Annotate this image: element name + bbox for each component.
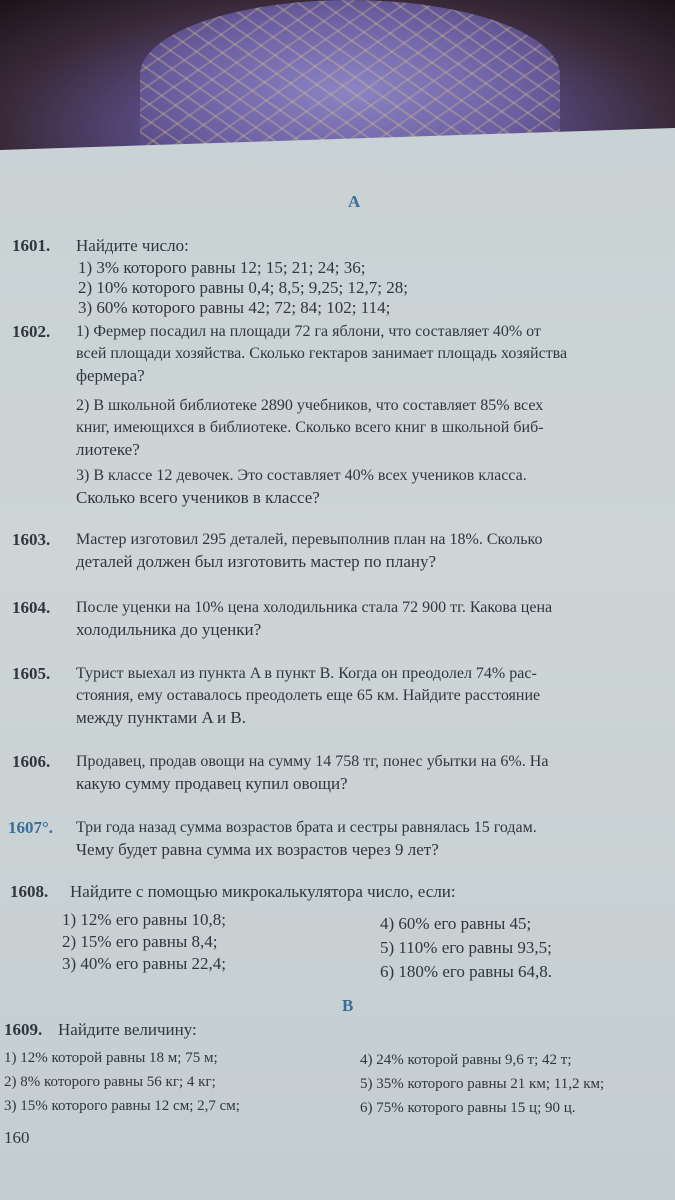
problem-1602-line: 3) В классе 12 девочек. Это составляет 40% всех учеников класса.	[76, 467, 527, 484]
problem-1609-number: 1609.	[4, 1020, 43, 1039]
problem-1607-line: Чему будет равна сумма их возрастов через 9 лет?	[76, 840, 439, 859]
problem-1601-title: Найдите число:	[76, 236, 189, 255]
section-b-heading: В	[342, 996, 354, 1015]
problem-1609-title: Найдите величину:	[58, 1020, 197, 1039]
problem-1605-number: 1605.	[12, 664, 51, 683]
problem-1608-item: 3) 40% его равны 22,4;	[62, 954, 226, 973]
problem-1609-item: 5) 35% которого равны 21 км; 11,2 км;	[360, 1076, 605, 1092]
problem-1609-item: 2) 8% которого равны 56 кг; 4 кг;	[4, 1074, 216, 1090]
problem-1608-item: 6) 180% его равны 64,8.	[380, 962, 553, 981]
problem-1605-line: между пунктами A и B.	[76, 708, 246, 727]
section-a-heading: А	[348, 192, 361, 211]
problem-1602-line: всей площади хозяйства. Сколько гектаров занимает площадь хозяйства	[76, 345, 568, 362]
problem-1608-number: 1608.	[10, 882, 49, 901]
problem-1608-item: 1) 12% его равны 10,8;	[62, 910, 226, 929]
problem-1606-number: 1606.	[12, 752, 51, 771]
problem-1603-number: 1603.	[12, 530, 51, 549]
problem-1609-item: 1) 12% которой равны 18 м; 75 м;	[4, 1050, 218, 1066]
problem-1602-line: 1) Фермер посадил на площади 72 га яблони, что составляет 40% от	[76, 323, 541, 340]
problem-1608-item: 4) 60% его равны 45;	[380, 914, 532, 933]
problem-1606-line: Продавец, продав овощи на сумму 14 758 тг, понес убытки на 6%. На	[76, 753, 549, 770]
problem-1609-item: 6) 75% которого равны 15 ц; 90 ц.	[360, 1100, 576, 1116]
page-number: 160	[4, 1128, 30, 1147]
problem-1602-number: 1602.	[12, 322, 51, 341]
problem-1607-line: Три года назад сумма возрастов брата и сестры равнялась 15 годам.	[76, 819, 537, 836]
problem-1602-line: фермера?	[76, 366, 145, 385]
problem-1601-item: 3) 60% которого равны 42; 72; 84; 102; 114;	[78, 298, 391, 317]
problem-1609-item: 3) 15% которого равны 12 см; 2,7 см;	[4, 1098, 240, 1114]
problem-1601-item: 1) 3% которого равны 12; 15; 21; 24; 36;	[78, 258, 366, 277]
problem-1602-line: 2) В школьной библиотеке 2890 учебников, что составляет 85% всех	[76, 397, 544, 414]
problem-1608-title: Найдите с помощью микрокалькулятора число, если:	[70, 882, 456, 901]
problem-1604-line: После уценки на 10% цена холодильника стала 72 900 тг. Какова цена	[76, 599, 553, 616]
problem-1605-line: стояния, ему оставалось преодолеть еще 65 км. Найдите расстояние	[76, 687, 541, 704]
problem-1605-line: Турист выехал из пункта A в пункт B. Когда он преодолел 74% рас-	[76, 665, 537, 682]
problem-1609-item: 4) 24% которой равны 9,6 т; 42 т;	[360, 1052, 572, 1068]
problem-1606-line: какую сумму продавец купил овощи?	[76, 774, 348, 793]
problem-1601-item: 2) 10% которого равны 0,4; 8,5; 9,25; 12,7; 28;	[78, 278, 408, 297]
problem-1603-line: деталей должен был изготовить мастер по плану?	[76, 552, 437, 571]
problem-1608-item: 5) 110% его равны 93,5;	[380, 938, 552, 957]
problem-1604-line: холодильника до уценки?	[76, 620, 262, 639]
problem-1602-line: Сколько всего учеников в классе?	[76, 488, 320, 507]
problem-1603-line: Мастер изготовил 295 деталей, перевыполнив план на 18%. Сколько	[76, 531, 543, 548]
problem-1608-item: 2) 15% его равны 8,4;	[62, 932, 218, 951]
problem-1601-number: 1601.	[12, 236, 51, 255]
problem-1602-line: книг, имеющихся в библиотеке. Сколько всего книг в школьной биб-	[76, 419, 544, 436]
problem-1602-line: лиотеке?	[76, 440, 140, 459]
problem-1607-number: 1607°.	[8, 818, 54, 837]
problem-1604-number: 1604.	[12, 598, 51, 617]
